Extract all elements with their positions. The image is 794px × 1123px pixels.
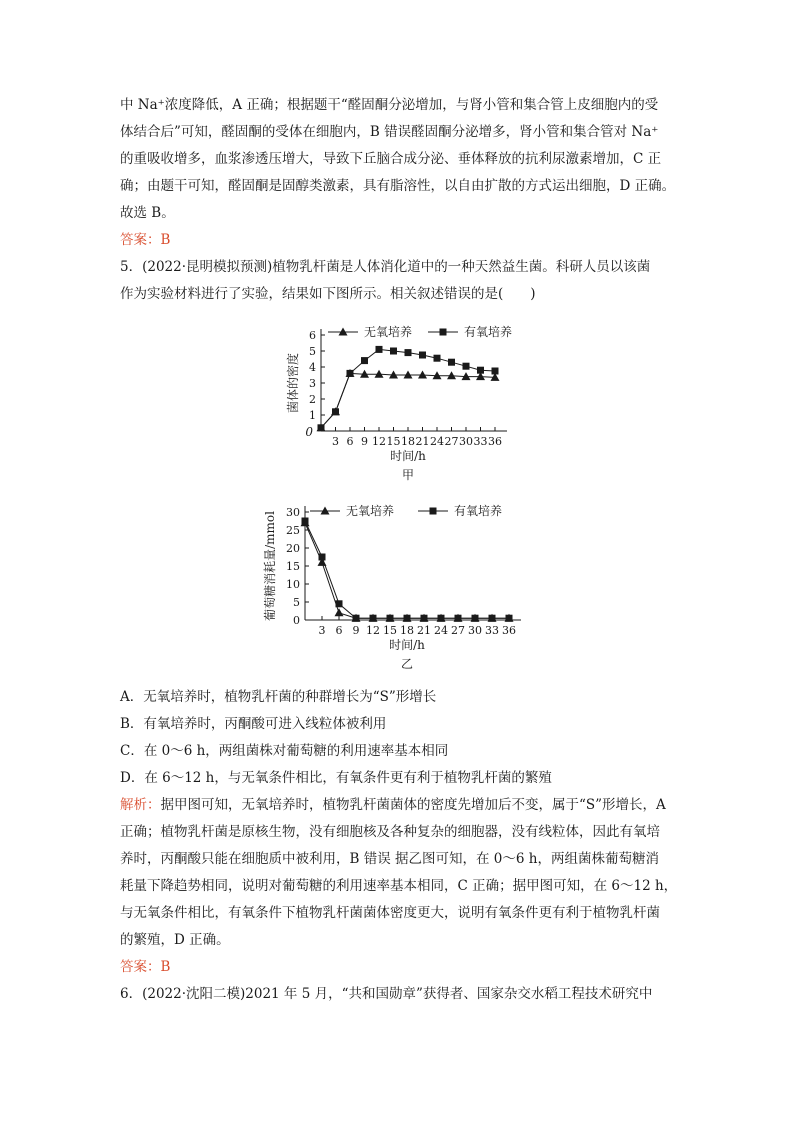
data-point-square [421, 615, 428, 622]
chart-caption: 乙 [400, 657, 414, 671]
question6-line: 6．(2022·沈阳二模)2021 年 5 月，“共和国勋章”获得者、国家杂交水稻工程技术研究中 [120, 986, 653, 1002]
question5-line-1: 5．(2022·昆明模拟预测)植物乳杆菌是人体消化道中的一种天然益生菌。科研人员以该菌 [120, 259, 651, 275]
y-tick-label: 25 [286, 524, 300, 537]
y-tick-label: 15 [286, 560, 300, 573]
data-point-square [390, 348, 397, 355]
y-tick-label: 20 [286, 542, 300, 555]
y-tick-label: 0 [293, 614, 300, 627]
x-tick-label: 24 [434, 624, 448, 637]
data-point-square [419, 352, 426, 359]
analysis-label: 解析： [120, 797, 161, 813]
x-axis-label: 时间/h [390, 449, 426, 463]
x-tick-label: 30 [459, 435, 473, 448]
x-tick-label: 36 [502, 624, 516, 637]
x-tick-label: 33 [473, 435, 488, 448]
intro-line-4: 确；由题干可知，醛固酮是固醇类激素，具有脂溶性，以自由扩散的方式运出细胞，D 正确。 [120, 178, 676, 194]
x-tick-label: 12 [366, 624, 380, 637]
x-tick-label: 36 [488, 435, 502, 448]
x-tick-label: 24 [430, 435, 444, 448]
y-tick-label: 4 [309, 361, 316, 374]
chart-jia [0, 310, 794, 490]
y-tick-label: 10 [286, 578, 300, 591]
data-point-square [319, 554, 326, 561]
question5-line-2: 作为实验材料进行了实验，结果如下图所示。相关叙述错误的是( ) [120, 286, 536, 302]
data-point-square [376, 346, 383, 353]
x-tick-label: 15 [383, 624, 397, 637]
data-point-square [455, 615, 462, 622]
answer-1: 答案：B [120, 232, 171, 248]
option-c: C．在 0～6 h，两组菌株对葡萄糖的利用速率基本相同 [120, 743, 449, 759]
origin-label: 0 [305, 425, 313, 439]
x-tick-label: 6 [346, 435, 354, 448]
option-a: A．无氧培养时，植物乳杆菌的种群增长为“S”形增长 [120, 689, 437, 705]
data-point-square [387, 615, 394, 622]
data-point-square [405, 349, 412, 356]
x-tick-label: 9 [352, 624, 360, 637]
data-point-square [448, 359, 455, 366]
y-tick-label: 2 [309, 393, 316, 406]
answer-2: 答案：B [120, 959, 171, 975]
intro-line-1: 中 Na⁺浓度降低，A 正确；根据题干“醛固酮分泌增加，与肾小管和集合管上皮细胞内的受 [120, 97, 659, 113]
intro-line-5: 故选 B。 [120, 205, 175, 221]
legend-label: 有氧培养 [464, 325, 513, 339]
x-tick-label: 3 [332, 435, 339, 448]
x-tick-label: 27 [451, 624, 465, 637]
data-point-square [438, 615, 445, 622]
x-tick-label: 12 [372, 435, 386, 448]
y-axis-label: 葡萄糖消耗量/mmol [263, 511, 277, 621]
x-tick-label: 21 [415, 435, 430, 448]
data-point-square [318, 424, 325, 431]
x-tick-label: 18 [401, 435, 415, 448]
data-point-square [489, 615, 496, 622]
data-point-triangle [447, 371, 456, 379]
y-tick-label: 1 [309, 409, 316, 422]
x-tick-label: 30 [468, 624, 482, 637]
data-point-square [370, 615, 377, 622]
legend-marker-square [440, 329, 447, 336]
x-tick-label: 33 [485, 624, 499, 637]
data-point-square [332, 408, 339, 415]
data-point-square [463, 363, 470, 370]
data-point-square [353, 615, 360, 622]
y-axis-label: 菌体的密度 [286, 352, 300, 414]
legend-label: 有氧培养 [454, 504, 503, 518]
data-point-square [302, 518, 309, 525]
legend-label: 无氧培养 [364, 325, 413, 339]
chart-yi [0, 495, 794, 680]
legend-label: 无氧培养 [346, 504, 395, 518]
option-b: B．有氧培养时，丙酮酸可进入线粒体被利用 [120, 716, 387, 732]
intro-line-3: 的重吸收增多，血浆渗透压增大，导致下丘脑合成分泌、垂体释放的抗利尿激素增加，C 正 [120, 151, 662, 167]
intro-line-2: 体结合后”可知，醛固酮的受体在细胞内，B 错误醛固酮分泌增多，肾小管和集合管对 Na⁺ [120, 124, 659, 140]
data-point-square [492, 368, 499, 375]
data-point-triangle [335, 608, 344, 616]
data-point-square [336, 600, 343, 607]
y-tick-label: 5 [293, 596, 300, 609]
analysis-line-2: 正确；植物乳杆菌是原核生物，没有细胞核及各种复杂的细胞器，没有线粒体，因此有氧培 [120, 824, 660, 840]
data-point-square [506, 615, 513, 622]
analysis-line-3: 养时，丙酮酸只能在细胞质中被利用，B 错误 据乙图可知，在 0～6 h，两组菌株葡萄糖消 [120, 851, 659, 867]
y-tick-label: 3 [309, 377, 316, 390]
chart-caption: 甲 [401, 468, 415, 482]
data-point-square [361, 357, 368, 364]
analysis-text-1: 据甲图可知，无氧培养时，植物乳杆菌菌体的密度先增加后不变，属于“S”形增长，A [160, 797, 666, 813]
y-tick-label: 5 [309, 345, 316, 358]
x-axis-label: 时间/h [389, 638, 425, 652]
analysis-line-4: 耗量下降趋势相同，说明对葡萄糖的利用速率基本相同，C 正确；据甲图可知，在 6～12 h， [120, 878, 678, 894]
x-tick-label: 15 [386, 435, 401, 448]
data-point-square [404, 615, 411, 622]
analysis-line-6: 的繁殖，D 正确。 [120, 932, 230, 948]
x-tick-label: 6 [335, 624, 343, 637]
data-point-square [347, 370, 354, 377]
analysis-line-5: 与无氧条件相比，有氧条件下植物乳杆菌菌体密度更大，说明有氧条件更有利于植物乳杆菌 [120, 905, 660, 921]
x-tick-label: 27 [444, 435, 459, 448]
data-point-square [472, 615, 479, 622]
data-point-square [477, 367, 484, 374]
analysis-line-1 [120, 796, 666, 814]
x-tick-label: 9 [361, 435, 368, 448]
data-point-square [434, 355, 441, 362]
series-line-square [321, 349, 495, 427]
option-d: D．在 6～12 h，与无氧条件相比，有氧条件更有利于植物乳杆菌的繁殖 [120, 770, 552, 786]
y-tick-label: 6 [309, 329, 316, 342]
x-tick-label: 21 [417, 624, 431, 637]
legend-marker-square [430, 508, 437, 515]
x-tick-label: 18 [400, 624, 414, 637]
x-tick-label: 3 [318, 624, 326, 637]
y-tick-label: 30 [286, 506, 300, 519]
